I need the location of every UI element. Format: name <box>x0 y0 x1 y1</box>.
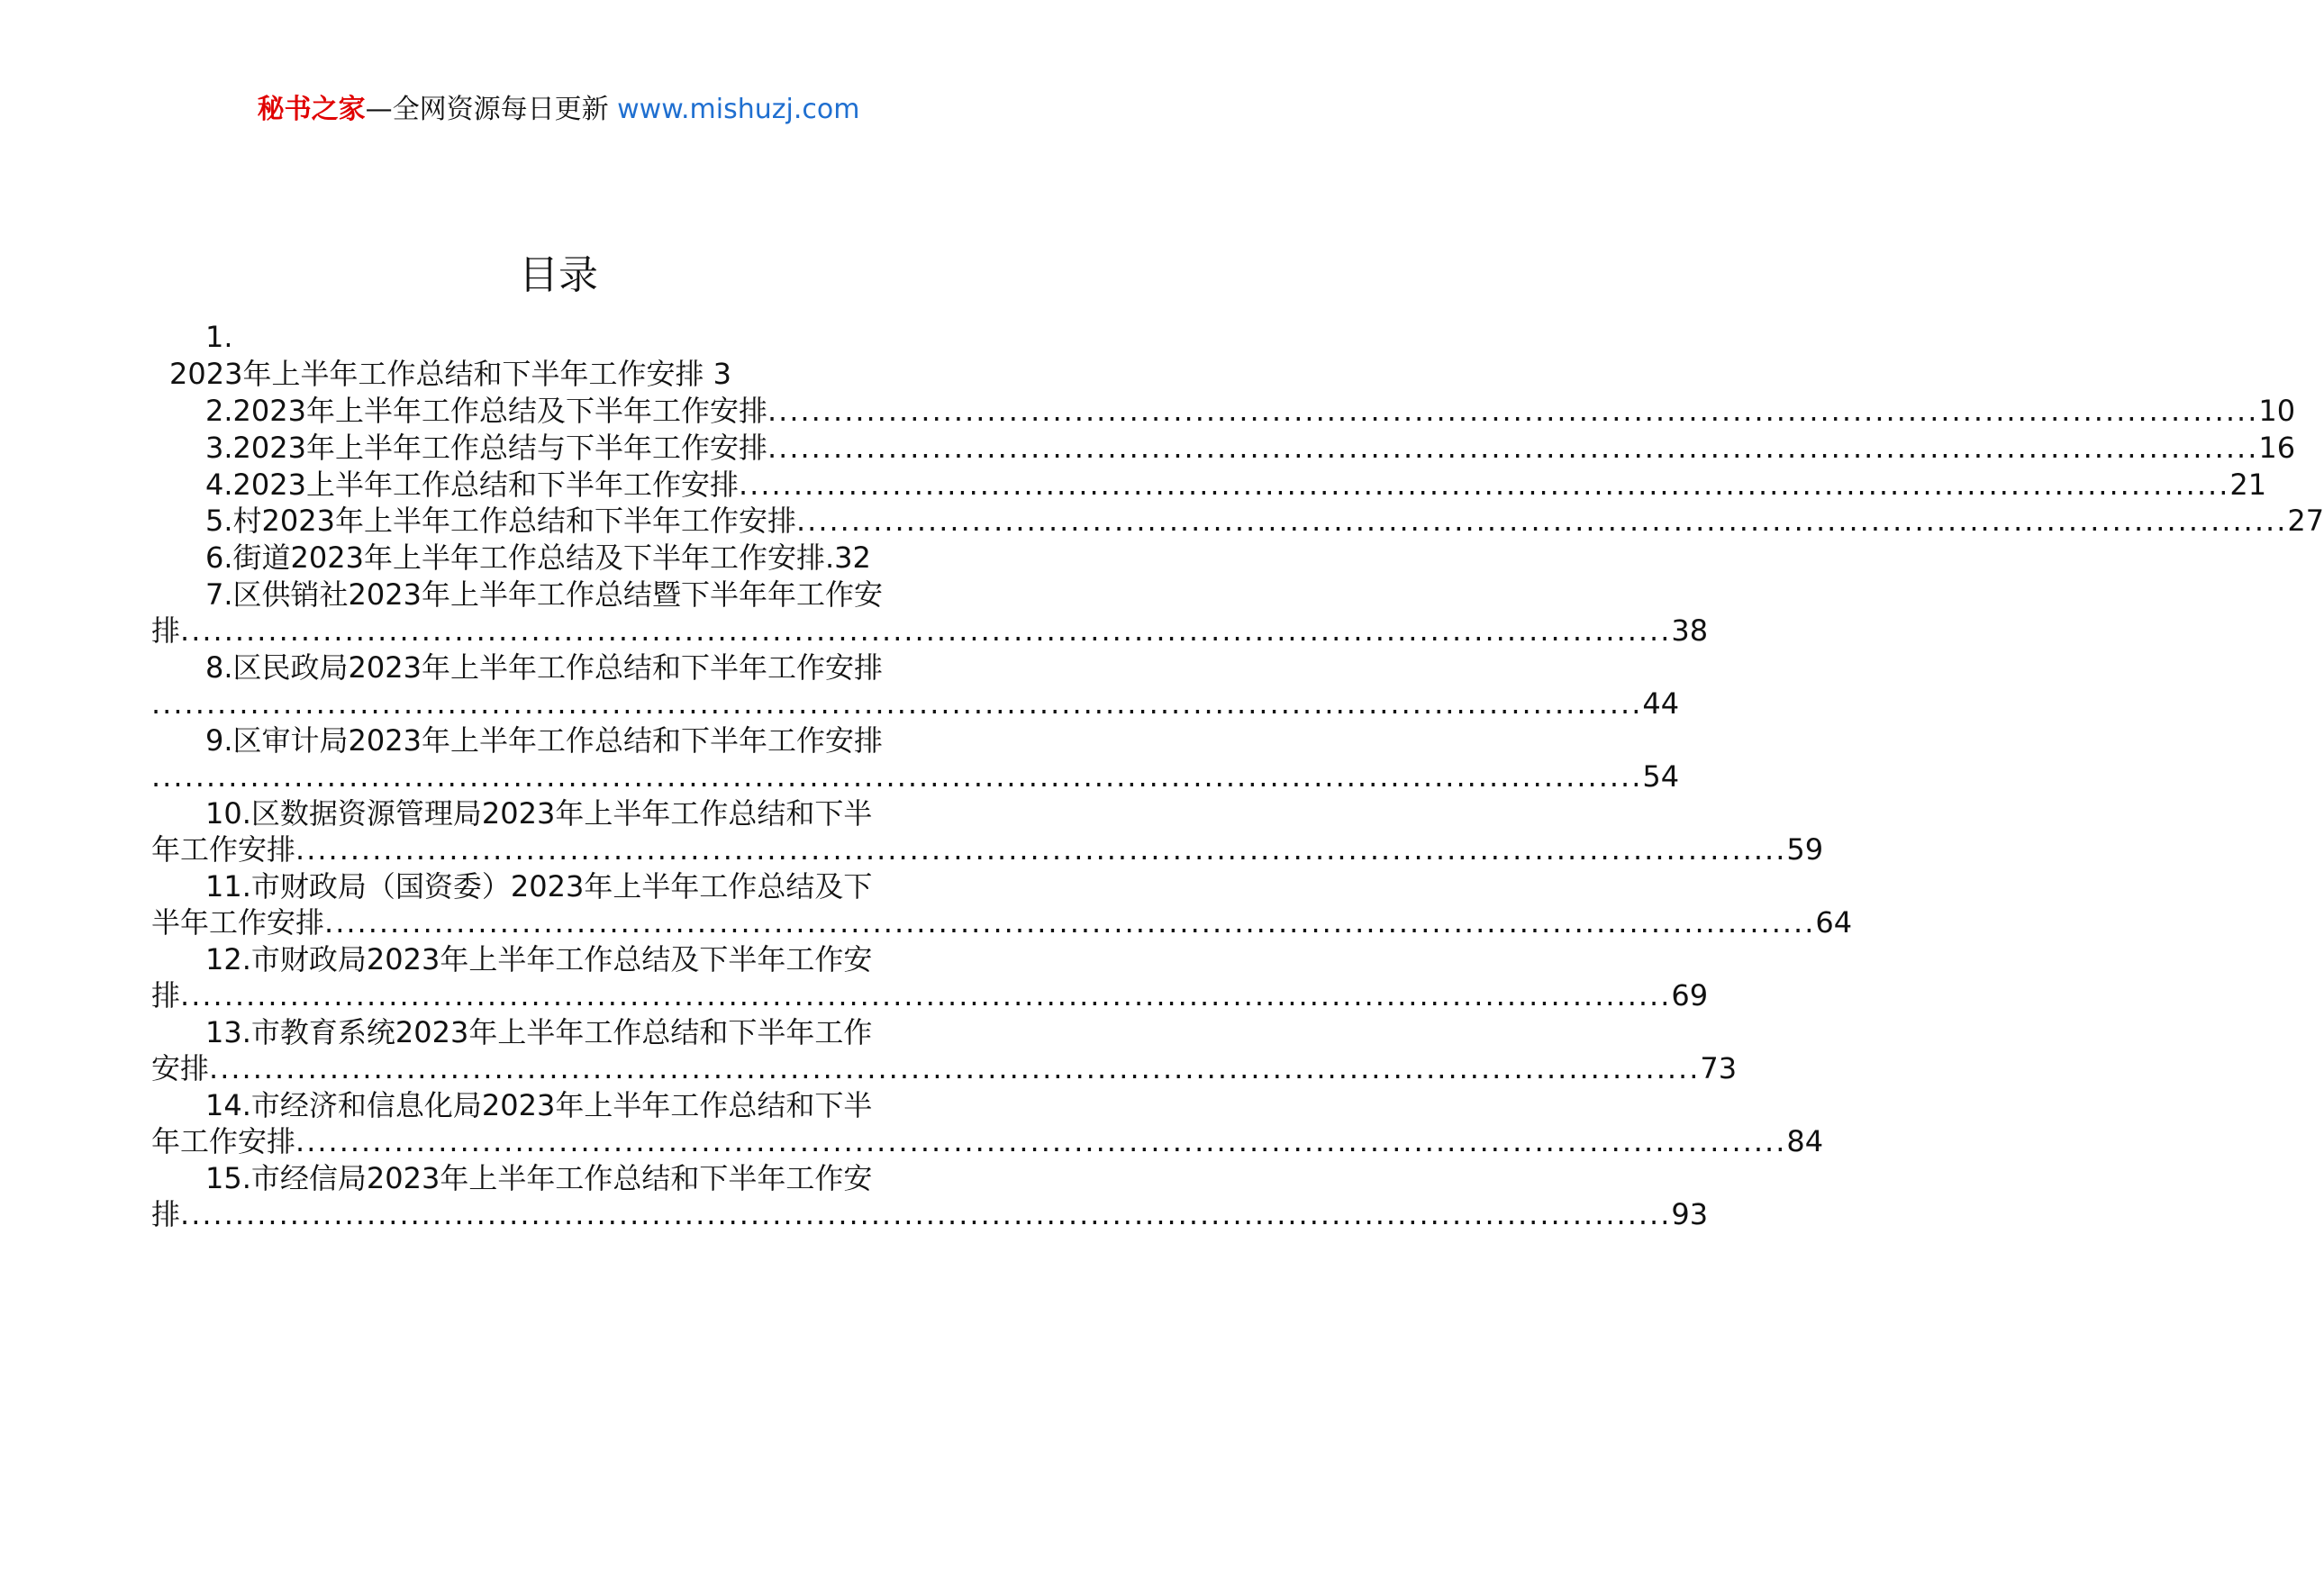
toc-entry-8-line1[interactable]: 8.区民政局2023年上半年工作总结和下半年工作安排 <box>205 650 883 685</box>
toc-page-number: 16 <box>2258 431 2296 465</box>
toc-entry-10-line1[interactable]: 10.区数据资源管理局2023年上半年工作总结和下半 <box>205 796 873 831</box>
toc-page-number: 38 <box>1671 613 1709 648</box>
toc-page-number: 32 <box>834 540 871 575</box>
toc-leader-dots: ........................................................................................................................................ <box>295 1124 1787 1158</box>
toc-entry-15-line1[interactable]: 15.市经信局2023年上半年工作总结和下半年工作安 <box>205 1161 873 1195</box>
site-url-link[interactable]: www.mishuzj.com <box>617 94 860 125</box>
toc-entry-title: 年工作安排 <box>151 1124 296 1158</box>
toc-leader-dots: ........................................................................................................................................ <box>738 468 2230 502</box>
toc-leader-dots: ........................................................................................................................................ <box>151 759 1643 794</box>
toc-page-number: 64 <box>1815 905 1853 940</box>
toc-entry-8-line2[interactable] <box>151 684 1680 723</box>
toc-leader-dots: ........................................................................................................................................ <box>180 978 1672 1012</box>
toc-entry-11-line1[interactable]: 11.市财政局（国资委）2023年上半年工作总结及下 <box>205 869 873 904</box>
header-slogan: —全网资源每日更新 <box>365 94 609 125</box>
toc-page-number: 93 <box>1671 1197 1709 1231</box>
toc-entry-14-line2[interactable] <box>151 1121 1824 1161</box>
toc-entry-title: 5.村2023年上半年工作总结和下半年工作安排 <box>205 504 796 538</box>
toc-page-number: 59 <box>1786 832 1824 867</box>
toc-leader-dots: ........................................................................................................................................ <box>295 832 1787 867</box>
toc-entry-9-line2[interactable] <box>151 757 1680 796</box>
toc-leader-dots: ........................................................................................................................................ <box>767 431 2259 465</box>
toc-leader-dots: ........................................................................................................................................ <box>209 1051 1701 1085</box>
toc-entry-7-line1[interactable]: 7.区供销社2023年上半年工作总结暨下半年年工作安 <box>205 577 883 612</box>
toc-page-number: 73 <box>1700 1051 1738 1085</box>
toc-leader-dots: ........................................................................................................................................ <box>795 504 2288 538</box>
toc-entry-title: 排 <box>151 613 181 648</box>
toc-entry-7-line2[interactable] <box>151 611 1709 650</box>
toc-entry-title: 排 <box>151 978 181 1012</box>
brand-name: 秘书之家 <box>257 94 366 125</box>
toc-entry-title: 年工作安排 <box>151 832 296 867</box>
toc-page-number: 84 <box>1786 1124 1824 1158</box>
toc-entry-1-title[interactable]: 2023年上半年工作总结和下半年工作安排 3 <box>169 357 731 391</box>
toc-entry-14-line1[interactable]: 14.市经济和信息化局2023年上半年工作总结和下半 <box>205 1088 873 1122</box>
toc-entry-1-number[interactable]: 1. <box>205 320 233 354</box>
toc-leader-dots: ........................................................................................................................................ <box>767 394 2259 428</box>
toc-leader-dots: ........................................................................................................................................ <box>180 613 1672 648</box>
page-title: 目录 <box>519 252 598 298</box>
toc-entry-9-line1[interactable]: 9.区审计局2023年上半年工作总结和下半年工作安排 <box>205 723 883 758</box>
toc-entry-title: 3.2023年上半年工作总结与下半年工作安排 <box>205 431 767 465</box>
toc-entry-3[interactable] <box>205 428 2296 468</box>
toc-leader-dots: ........................................................................................................................................ <box>151 686 1643 721</box>
toc-entry-title: 半年工作安排 <box>151 905 325 940</box>
toc-entry-4[interactable] <box>205 465 2267 504</box>
toc-page-number: 44 <box>1642 686 1680 721</box>
toc-leader-dots: ........................................................................................................................................ <box>180 1197 1672 1231</box>
toc-page-number: 27 <box>2287 504 2324 538</box>
toc-entry-10-line2[interactable] <box>151 830 1824 869</box>
toc-page-number: 21 <box>2229 468 2267 502</box>
toc-entry-5[interactable] <box>205 501 2324 540</box>
toc-entry-6[interactable] <box>205 538 871 577</box>
toc-entry-13-line2[interactable] <box>151 1049 1738 1088</box>
toc-entry-title: 安排 <box>151 1051 210 1085</box>
toc-entry-12-line2[interactable] <box>151 976 1709 1015</box>
toc-page-number: 69 <box>1671 978 1709 1012</box>
toc-entry-title: 2.2023年上半年工作总结及下半年工作安排 <box>205 394 767 428</box>
toc-entry-12-line1[interactable]: 12.市财政局2023年上半年工作总结及下半年工作安 <box>205 942 873 976</box>
toc-entry-2[interactable] <box>205 391 2296 431</box>
toc-entry-title: 6.街道2023年上半年工作总结及下半年工作安排. <box>205 540 835 575</box>
toc-entry-title: 4.2023上半年工作总结和下半年工作安排 <box>205 468 739 502</box>
toc-page-number: 10 <box>2258 394 2296 428</box>
toc-page-number: 54 <box>1642 759 1680 794</box>
toc-entry-title: 排 <box>151 1197 181 1231</box>
site-header <box>0 92 1117 128</box>
toc-leader-dots: ........................................................................................................................................ <box>324 905 1816 940</box>
toc-entry-15-line2[interactable] <box>151 1194 1709 1234</box>
toc-entry-13-line1[interactable]: 13.市教育系统2023年上半年工作总结和下半年工作 <box>205 1015 873 1049</box>
toc-entry-11-line2[interactable] <box>151 903 1853 942</box>
